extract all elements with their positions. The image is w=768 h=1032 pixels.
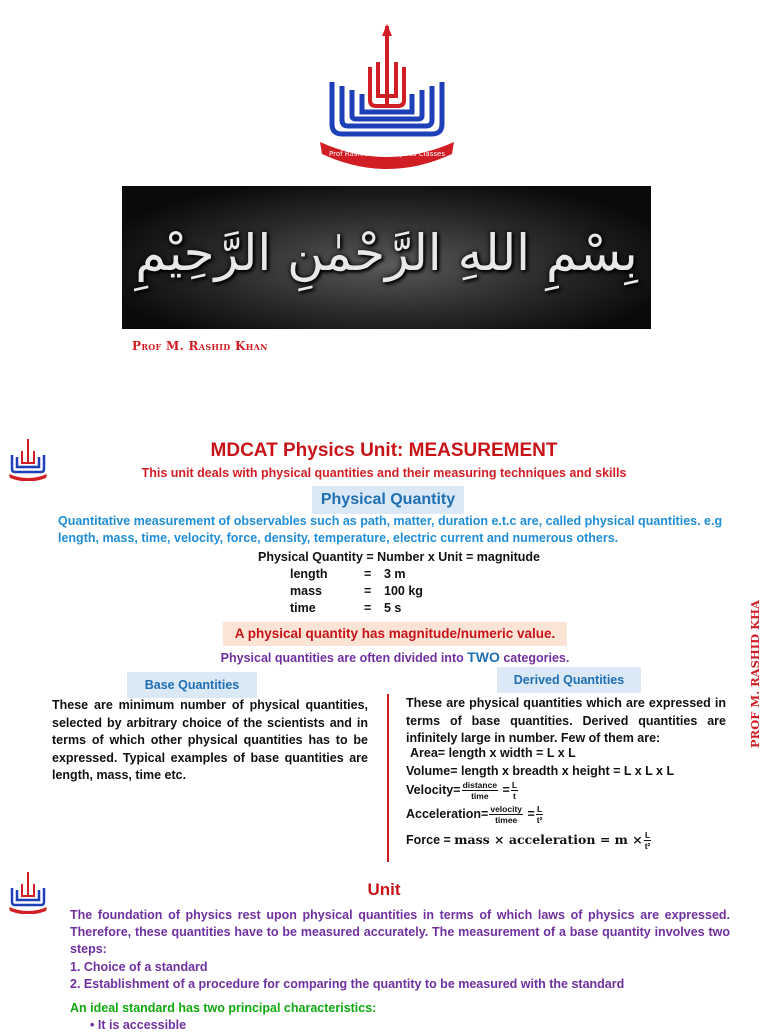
area-equation: Area= length x width = L x L <box>410 746 576 760</box>
example-value: 3 m <box>384 567 406 581</box>
page-subtitle: This unit deals with physical quantities and their measuring techniques and skills <box>141 466 627 480</box>
physical-quantity-heading: Physical Quantity <box>312 486 464 514</box>
derived-quantities-text: These are physical quantities which are expressed in terms of base quantities. Derived quantities are infinitely large in number. Few of them are: <box>406 696 726 745</box>
side-author-text: PROF M. RASHID KHAN <box>748 600 762 748</box>
example-value: 5 s <box>384 601 402 615</box>
categories-note: Physical quantities are often divided into TWO categories. <box>220 649 570 665</box>
example-eq: = <box>364 584 372 598</box>
velocity-equation: Velocity= $\frac{\text{distance}}{\text{time}}$ = $\frac{L}{t}$ <box>406 780 518 801</box>
volume-equation: Volume= length x breadth x height = L x L x L <box>406 764 675 778</box>
example-eq: = <box>364 601 372 615</box>
institute-logo <box>312 22 462 170</box>
ideal-standard-heading: An ideal standard has two principal characteristics: <box>70 1001 377 1015</box>
page-title: MDCAT Physics Unit: MEASUREMENT <box>210 440 558 461</box>
bismillah-banner <box>122 186 651 329</box>
logo-caption: Prof Rashid Khan Physics Classes <box>329 150 445 158</box>
unit-step: 1. Choice of a standard <box>70 960 208 974</box>
ideal-standard-item: • It is accessible <box>90 1018 187 1032</box>
categories-count: TWO <box>467 649 500 665</box>
unit-text: The foundation of physics rest upon physical quantities in terms of which laws of physics are expressed. Therefore, these quantities have to be measured accurately. The measurement of a base quantity involves two steps: <box>70 908 730 956</box>
base-quantities-text: These are minimum number of physical quantities, selected by arbitrary choice of the scientists and in terms of which other physical quantities has to be expressed. Typical examples of base quantities are length, mass, time etc. <box>52 698 368 782</box>
example-name: mass <box>290 584 322 598</box>
unit-step: 2. Establishment of a procedure for comparing the quantity to be measured with the standard <box>70 977 625 991</box>
unit-heading: Unit <box>367 880 401 899</box>
calligraphy-text: بِسْمِ اللهِ الرَّحْمٰنِ الرَّحِيْمِ <box>135 224 638 282</box>
example-name: length <box>290 567 328 581</box>
base-quantities-heading: Base Quantities <box>127 672 257 698</box>
example-value: 100 kg <box>384 584 423 598</box>
author-name: Prof M. Rashid Khan <box>132 339 268 353</box>
example-eq: = <box>364 567 372 581</box>
side-author-label <box>739 600 767 750</box>
force-equation: Force = mass × acceleration = m × $\frac{L}{\text{t²}}$ <box>406 830 651 851</box>
physical-quantity-description: Quantitative measurement of observables such as path, matter, duration e.t.c are, called physical quantities. e.g length, mass, time, velocity, force, density, temperature, electric current and numerous others. <box>58 514 723 545</box>
acceleration-equation: Acceleration= $\frac{\text{velocity}}{\text{timee}}$ = $\frac{L}{\text{t²}}$ <box>406 804 543 825</box>
physical-quantity-formula: Physical Quantity = Number x Unit = magnitude <box>258 550 541 564</box>
example-name: time <box>290 601 316 615</box>
derived-quantities-heading: Derived Quantities <box>497 667 641 693</box>
magnitude-note: A physical quantity has magnitude/numeric value. <box>223 622 567 646</box>
column-divider <box>387 694 389 862</box>
